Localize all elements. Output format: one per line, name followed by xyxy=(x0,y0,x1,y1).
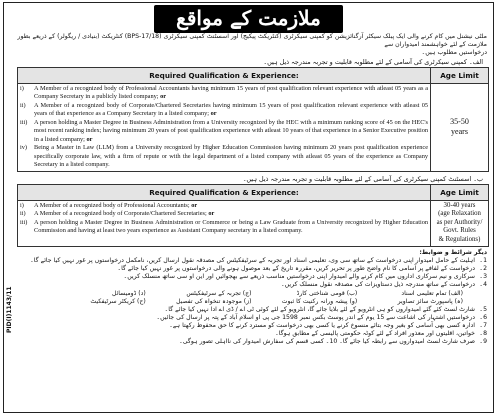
item-text xyxy=(34,219,428,236)
condition-item xyxy=(4,314,493,322)
condition-text: درخواست کے ساتھ مندرجہ ذیل دستاویزات کی مصدقہ نقول منسلک کریں۔ xyxy=(281,281,475,289)
header xyxy=(4,3,493,33)
qualification-header: Required Qualification & Experience: xyxy=(18,184,431,200)
condition-item xyxy=(4,265,493,273)
item-conjunction: or xyxy=(160,93,167,101)
age-limit-value: 30-40 years xyxy=(443,201,476,209)
qualification-item xyxy=(20,210,428,219)
item-conjunction: or xyxy=(191,201,198,209)
item-number: i) xyxy=(20,84,24,92)
qualification-table-assistant-secretary xyxy=(17,184,489,247)
document-item: (ج) تجربہ کے سرٹیفکیٹس xyxy=(186,289,252,297)
condition-number: 3۔ xyxy=(479,273,487,281)
age-limit-value: 35-50 xyxy=(450,117,469,127)
condition-item xyxy=(4,273,493,281)
condition-number: 7۔ xyxy=(479,322,487,329)
document-item: (ب) قومی شناختی کارڈ xyxy=(296,289,358,297)
age-limit-note: (age Relaxation xyxy=(438,210,481,218)
item-text xyxy=(34,202,428,211)
intro-line: درخواستیں مطلوب ہیں۔ xyxy=(421,49,487,57)
qualification-item xyxy=(20,119,428,145)
age-limit-unit: years xyxy=(451,127,468,137)
item-body: A Member of a recognized body of Corporate/Chartered Secretaries having minimum 15 years of post qualification relevant experience with atleast 05 years of that experience as a Company Secretary in a listed company; xyxy=(34,101,428,118)
item-text xyxy=(34,144,428,170)
condition-number: 2۔ xyxy=(479,264,487,272)
pid-code: PID(I)1143/11 xyxy=(6,286,13,333)
condition-item xyxy=(4,257,493,265)
qualification-item xyxy=(20,144,428,170)
condition-text: ادارہ کسی بھی آسامی کو بغیر وجہ بتائے منسوخ کرنے یا کسی بھی درخواست کو مسترد کرنے کا حق محفوظ رکھتا ہے۔ xyxy=(169,322,475,329)
item-body: A person holding a Master Degree in Business Administration or Commerce or being a Law Graduate from a University recognized by Higher Education Commission and having at least two years experience as Assistant Company secretary in a listed company. xyxy=(34,218,428,235)
condition-number: 5۔ xyxy=(479,305,487,313)
qualification-header: Required Qualification & Experience: xyxy=(18,67,431,83)
age-limit-cell xyxy=(431,200,489,246)
age-limit-note: as per Authority/ xyxy=(436,218,483,226)
item-number: ii) xyxy=(20,210,26,218)
condition-item xyxy=(4,338,493,346)
item-number: iii) xyxy=(20,118,28,126)
item-text xyxy=(34,210,428,219)
item-number: i) xyxy=(20,201,24,209)
condition-number: 6۔ xyxy=(479,313,487,321)
qualification-item xyxy=(20,85,428,102)
item-body: A person holding a Master Degree in Business Administration from a University recognized by the HEC with a minimum ranking score of 45 on the HEC's most recent ranking index; having minimum 20 years of post qualification experience with atleast 10 years of that experience in a Senior Executive position in a listed company; xyxy=(34,118,428,143)
condition-number: 1۔ xyxy=(479,256,487,264)
document-item: (ہ) پاسپورٹ سائز تصاویر xyxy=(397,297,463,305)
item-body: A Member of a recognized body of Professional Accountants; xyxy=(34,201,190,209)
qualification-list xyxy=(18,83,431,171)
qualification-item xyxy=(20,202,428,211)
condition-text: درخواستیں اشتہار کی اشاعت سے 15 یوم کے اندر پوسٹ بکس نمبر 1598 جی پی او اسلام آباد کے پتہ پر ارسال کی جائیں۔ xyxy=(156,313,475,321)
condition-number: 4۔ xyxy=(479,281,487,289)
intro-text xyxy=(4,33,493,58)
intro-line: ملٹی نیشنل میں کام کرنے والی ایک پبلک سیکٹر آرگنائزیشن کو کمپنی سیکرٹری (کنٹریکٹ پیکیج) اور اسسٹنٹ کمپنی سیکرٹری (BPS-17/18) کنٹریکٹ (بنیادی / ریگولر) کے ذریعے بطور ملازمت کے لئے خواہشمند امیدواران سے xyxy=(17,33,487,49)
item-body: Being a Master in Law (LLM) from a University recognized by Higher Education Commission having minimum 20 years post qualification experience specifically corporate law, with a firm of repute or with the legal department of a listed company with atleast 05 years of the experience as Company Secretary in a listed company. xyxy=(34,144,428,169)
item-conjunction: or xyxy=(210,110,217,118)
age-header: Age Limit xyxy=(431,67,489,83)
item-number: ii) xyxy=(20,101,26,109)
job-advertisement xyxy=(3,2,494,413)
condition-item xyxy=(4,281,493,289)
qualification-table-company-secretary xyxy=(17,67,489,172)
age-limit-note: Govt. Rules xyxy=(443,227,476,235)
item-number: iv) xyxy=(20,144,27,152)
item-text xyxy=(34,119,428,145)
qualification-item xyxy=(20,219,428,236)
item-body: A Member of a recognized body of Corporate/Chartered Secretaries; xyxy=(34,210,207,218)
condition-text: اہلیت کے حامل امیدوار اپنی درخواست کے ساتھ سی وی، تعلیمی اسناد اور تجربہ کے سرٹیفکیٹس کی مصدقہ نقول ارسال کریں، نامکمل درخواستوں پر غور نہیں کیا جائے گا۔ xyxy=(30,256,475,264)
conditions-heading: دیگر شرائط و ضوابط: xyxy=(419,248,487,256)
qualification-item xyxy=(20,102,428,119)
item-number: iii) xyxy=(20,218,28,226)
documents-list xyxy=(4,290,493,306)
document-item: (د) ڈومیسائل xyxy=(111,289,146,297)
item-text xyxy=(34,102,428,119)
document-item: (ز) موجودہ تنخواہ کی تفصیل xyxy=(176,297,252,305)
condition-text: شارٹ لسٹ کئے گئے امیدواروں کو ہی انٹرویو کے لئے بلایا جائے گا، انٹرویو کے لئے کوئی ٹی اے / ڈی اے ادا نہیں کیا جائے گا۔ xyxy=(164,305,475,313)
condition-number: 8۔ xyxy=(479,330,487,338)
condition-text: سرکاری و نیم سرکاری اداروں میں کام کرنے والے امیدوار اپنی درخواستیں مناسب ذریعے سے بھجوائیں اور این او سی ساتھ منسلک کریں۔ xyxy=(123,273,475,281)
condition-text: صرف شارٹ لسٹ امیدواروں سے رابطہ کیا جائے گا۔ 10۔ کسی قسم کی سفارش امیدوار کی نااہلی تصور ہوگی۔ xyxy=(179,338,475,346)
page-title: ملازمت کے مواقع xyxy=(154,5,343,33)
condition-item xyxy=(4,306,493,314)
qualification-list xyxy=(18,200,431,246)
condition-number: 9۔ xyxy=(479,338,487,346)
document-item: (و) پیشہ ورانہ رکنیت کا ثبوت xyxy=(281,297,358,305)
document-item: (الف) تمام تعلیمی اسناد xyxy=(401,289,463,297)
section-a-heading: الف۔ کمپنی سیکرٹری کی آسامی کے لئے مطلوبہ قابلیت و تجربہ مندرجہ ذیل ہیں۔ xyxy=(263,57,483,66)
age-limit-note: & Regulations) xyxy=(438,235,481,243)
item-conjunction: or xyxy=(208,210,215,218)
condition-text: درخواست کے لفافے پر آسامی کا نام واضح طور پر تحریر کریں، مقررہ تاریخ کے بعد موصول ہونے والی درخواستوں پر غور نہیں کیا جائے گا۔ xyxy=(117,264,475,272)
age-header: Age Limit xyxy=(431,184,489,200)
item-body: A Member of a recognized body of Professional Accountants having minimum 15 years of post qualification relevant experience with atleast 05 years as a Company Secretary in a publicly listed company; xyxy=(34,84,428,101)
condition-item xyxy=(4,322,493,330)
condition-text: خواتین، اقلیتوں اور معذور افراد کے لئے کوٹہ حکومتی پالیسی کے مطابق ہوگا۔ xyxy=(275,330,475,338)
document-item: (ح) کریکٹر سرٹیفکیٹ xyxy=(90,297,146,305)
age-limit-cell xyxy=(431,83,489,171)
section-b-heading: ب۔ اسسٹنٹ کمپنی سیکرٹری کی آسامی کے لئے مطلوبہ قابلیت و تجربہ مندرجہ ذیل ہیں۔ xyxy=(242,174,483,183)
item-text xyxy=(34,85,428,102)
item-conjunction: or xyxy=(86,135,93,143)
